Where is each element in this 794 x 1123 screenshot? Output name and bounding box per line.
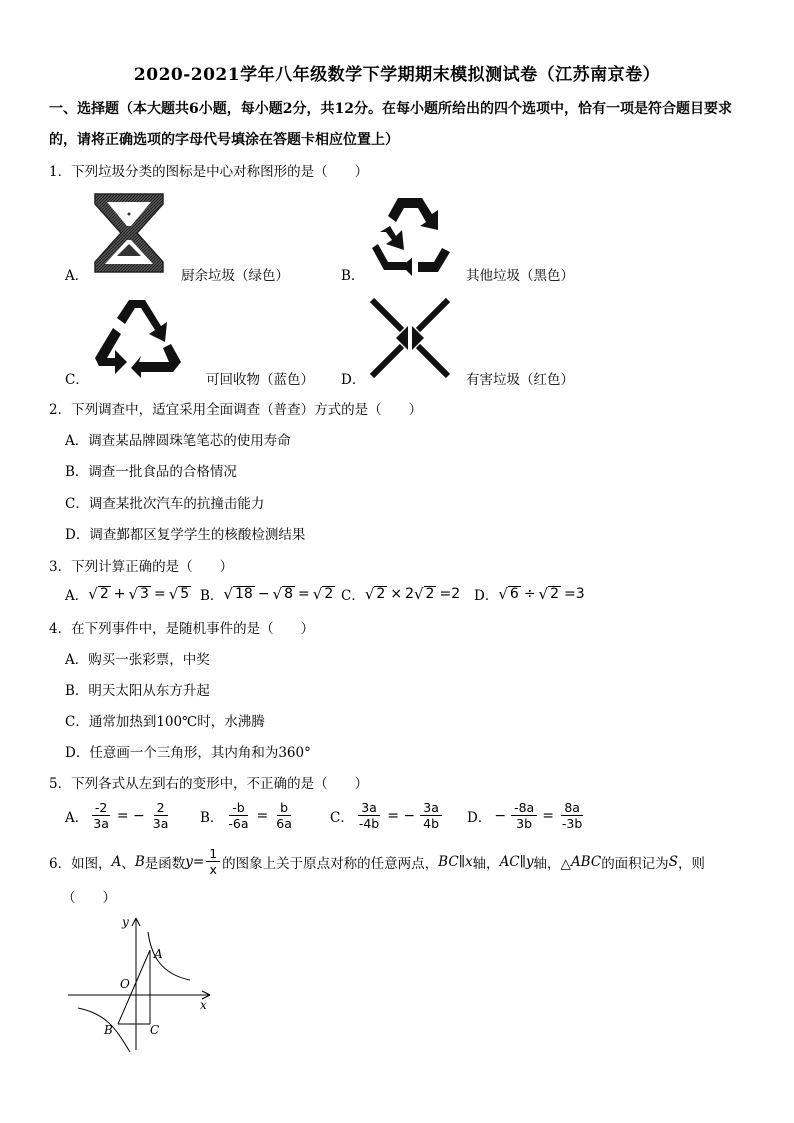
q6-eq: = xyxy=(192,853,205,870)
q6-text-7: ，则 xyxy=(677,855,705,872)
q3-a-sqrt-2: √ 3 xyxy=(128,585,149,603)
y-label: y xyxy=(122,915,129,929)
q6-text-comma: 、 xyxy=(121,855,135,872)
q5-option-c xyxy=(330,800,444,831)
q5-b-eq: = xyxy=(256,807,269,824)
q5-c-frac-1: $\frac{3a}{-4b}$ xyxy=(358,800,380,831)
q2-stem: 2．下列调查中，适宜采用全面调查（普查）方式的是（ ） xyxy=(49,402,423,418)
q6-triangle: ABC xyxy=(570,853,602,870)
q5-a-frac-2: $\frac{2}{3a}$ xyxy=(152,800,169,831)
q5-d-letter: D． xyxy=(467,809,492,826)
q3-d-op: ÷ xyxy=(523,586,536,602)
q4-option-d: D．任意画一个三角形，其内角和为360° xyxy=(65,745,311,761)
point-c-label: C xyxy=(150,1023,160,1037)
q5-option-d xyxy=(467,800,587,831)
q6-seg-ac: AC xyxy=(499,853,520,870)
q4-option-c: C．通常加热到100℃时，水沸腾 xyxy=(65,714,265,730)
q3-d-sqrt-2: √ 2 xyxy=(538,585,560,603)
q3-a-sqrt-3: √ 5 xyxy=(168,585,190,603)
point-a-label: A xyxy=(154,947,163,961)
q5-c-letter: C． xyxy=(330,809,354,826)
q6-var-s: S xyxy=(668,853,678,870)
q1-option-d-letter: D． xyxy=(341,372,366,388)
q1-option-c-caption: 可回收物（蓝色） xyxy=(206,372,314,388)
q3-a-eq: = xyxy=(153,586,166,602)
q3-d-eq: =3 xyxy=(564,586,585,602)
q6-text-1: 6．如图， xyxy=(49,855,112,872)
q1-option-a-letter: A． xyxy=(65,268,89,284)
x-label: x xyxy=(200,998,207,1012)
q5-a-eq: = − xyxy=(116,807,145,824)
q5-b-letter: B． xyxy=(200,809,224,826)
q5-c-eq: = − xyxy=(387,807,416,824)
q1-option-a-caption: 厨余垃圾（绿色） xyxy=(181,268,289,284)
q6-point-b: B xyxy=(134,853,145,870)
q3-b-op: − xyxy=(257,586,270,602)
q5-option-b xyxy=(200,800,297,831)
q1-option-d-caption: 有害垃圾（红色） xyxy=(466,372,574,388)
q3-c-eq: =2 xyxy=(439,586,461,602)
q6-point-a: A xyxy=(111,853,122,870)
q3-stem: 3．下列计算正确的是（ ） xyxy=(49,559,234,575)
q6-figure xyxy=(60,910,230,1060)
q6-par-1: ∥ xyxy=(458,853,465,870)
q3-b-letter: B． xyxy=(200,588,224,604)
q3-option-b xyxy=(200,584,335,604)
q3-option-c xyxy=(341,584,463,604)
q6-stem xyxy=(49,846,705,877)
q3-d-sqrt-1: √ 6 xyxy=(498,585,519,603)
q6-answer-blank: （ ） xyxy=(62,890,116,906)
q5-a-frac-1: $\frac{-2}{3a}$ xyxy=(93,800,109,831)
q3-a-letter: A． xyxy=(65,588,89,604)
hourglass-icon xyxy=(93,192,165,274)
q6-text-5: 轴，△ xyxy=(533,855,571,872)
q6-frac: $\frac{1}{x}$ xyxy=(206,846,220,877)
q3-a-op: + xyxy=(113,586,126,602)
q5-d-eq: = xyxy=(542,807,554,824)
q1-option-c-letter: C． xyxy=(65,372,89,388)
q6-text-2: 是函数 xyxy=(144,855,186,872)
q5-stem: 5．下列各式从左到右的变形中，不正确的是（ ） xyxy=(49,776,369,792)
q3-b-eq: = xyxy=(298,586,310,602)
q6-text-6: 的面积记为 xyxy=(601,855,669,872)
q3-c-letter: C． xyxy=(341,588,365,604)
q2-option-a: A．调查某品牌圆珠笔笔芯的使用寿命 xyxy=(65,433,291,449)
q6-text-4: 轴， xyxy=(472,855,500,872)
q6-seg-bc: BC xyxy=(438,853,459,870)
q5-d-frac-2: $\frac{8a}{-3b}$ xyxy=(561,800,583,831)
q6-par-2: ∥ xyxy=(519,853,526,870)
q3-b-sqrt-2: √ 8 xyxy=(272,585,294,603)
q4-option-a: A．购买一张彩票，中奖 xyxy=(65,652,210,668)
q1-stem: 1．下列垃圾分类的图标是中心对称图形的是（ ） xyxy=(49,164,369,180)
q6-var-x: x xyxy=(464,853,473,870)
section-line-1: 一、选择题（本大题共6小题，每小题2分，共12分。在每小题所给出的四个选项中，恰有一项是符合题目要求 xyxy=(49,101,732,117)
q3-option-d xyxy=(474,584,588,604)
origin-label: O xyxy=(120,977,130,991)
q3-option-a xyxy=(65,584,191,604)
q4-stem: 4．在下列事件中，是随机事件的是（ ） xyxy=(49,621,315,637)
recycle-triangle-icon xyxy=(368,192,452,276)
q5-b-frac-2: $\frac{b}{6a}$ xyxy=(276,800,292,831)
q5-c-frac-2: $\frac{3a}{4b}$ xyxy=(420,800,442,831)
q4-option-b: B．明天太阳从东方升起 xyxy=(65,683,210,699)
q3-b-sqrt-3: √ 2 xyxy=(312,585,334,603)
q2-option-d: D．调查鄞都区复学学生的核酸检测结果 xyxy=(65,527,306,543)
cross-arrows-icon xyxy=(368,296,452,380)
q6-text-3: 的图象上关于原点对称的任意两点， xyxy=(222,855,439,872)
section-instructions xyxy=(49,94,749,156)
q6-var-y: y xyxy=(185,853,193,870)
q3-a-sqrt-1: √ 2 xyxy=(88,585,109,603)
section-line-2: 的，请将正确选项的字母代号填涂在答题卡相应位置上） xyxy=(49,132,399,148)
q2-option-c: C．调查某批次汽车的抗撞击能力 xyxy=(65,496,265,512)
q5-d-pre: − xyxy=(494,807,507,824)
q1-option-b-caption: 其他垃圾（黑色） xyxy=(466,268,574,284)
point-b-label: B xyxy=(104,1023,113,1037)
q3-c-op: × xyxy=(390,586,403,602)
q3-b-sqrt-1: √ 18 xyxy=(223,585,253,603)
q5-d-frac-1: $\frac{-8a}{3b}$ xyxy=(511,800,537,831)
q3-c-sqrt-1: √ 2 xyxy=(364,585,386,603)
q1-option-b-letter: B． xyxy=(341,268,365,284)
q3-c-coef: 2 xyxy=(405,586,414,602)
q3-d-letter: D． xyxy=(474,588,499,604)
q3-c-sqrt-2: √ 2 xyxy=(413,585,435,603)
q6-var-y-axis: y xyxy=(525,853,534,870)
q5-option-a xyxy=(65,800,173,831)
q5-b-frac-1: $\frac{-b}{-6a}$ xyxy=(228,800,249,831)
q2-option-b: B．调查一批食品的合格情况 xyxy=(65,464,237,480)
recycle-arrows-icon xyxy=(93,296,185,380)
q5-a-letter: A． xyxy=(65,809,89,826)
page-title: 2020-2021学年八年级数学下学期期末模拟测试卷（江苏南京卷） xyxy=(133,65,661,85)
